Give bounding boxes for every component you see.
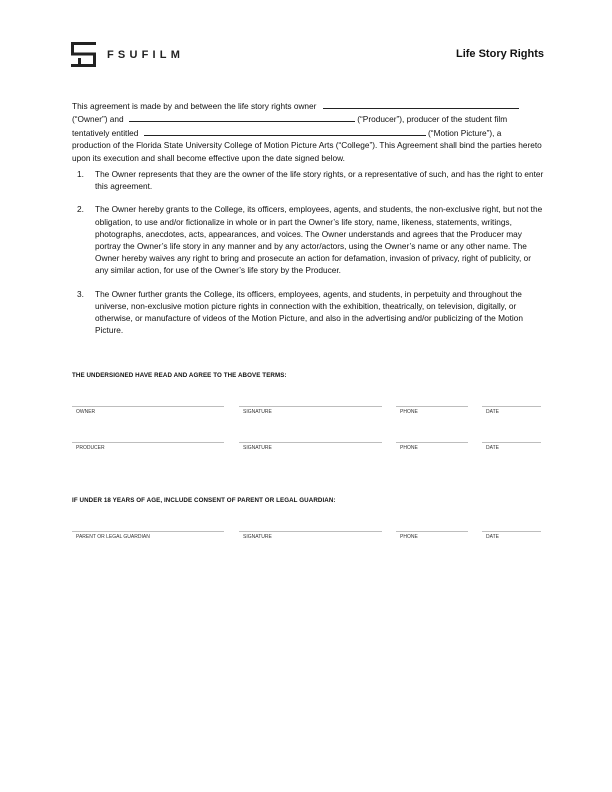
date-label: DATE	[486, 445, 499, 451]
fsu-film-logo	[71, 42, 184, 67]
signature-label: SIGNATURE	[243, 534, 272, 540]
signature-label: SIGNATURE	[243, 445, 272, 451]
phone-label: PHONE	[400, 409, 418, 415]
guardian-signature-line[interactable]	[239, 531, 382, 540]
owner-signature-line[interactable]	[239, 406, 382, 415]
clause-number: 2.	[77, 204, 84, 215]
date-label: DATE	[486, 409, 499, 415]
fsu-film-logo-icon	[71, 42, 96, 67]
phone-label: PHONE	[400, 534, 418, 540]
clause-text: The Owner hereby grants to the College, its officers, employees, agents, and students, the non-exclusive right, but not the obligation, to use and/or fictionalize in whole or in part the Owner’s life story, name, likeness, statements, writings, photographs, anecdotes, acts, appearances, and voices. The Owner understands and agrees that the Producer may portray the Owner’s life story in any manner and by any actor/actors, using the Owner’s name or any other name. The Owner hereby waives any right to bring and prosecute an action for defamation, invasion of privacy, right of publicity, or any similar action, for use of the Owner’s life story by the Producer.	[95, 204, 543, 276]
guardian-signature-row	[72, 531, 541, 551]
clause-text: The Owner represents that they are the owner of the life story rights, or a representative of such, and has the right to enter this agreement.	[95, 169, 544, 192]
document-title: Life Story Rights	[455, 48, 544, 60]
agreement-heading: THE UNDERSIGNED HAVE READ AND AGREE TO THE ABOVE TERMS:	[72, 372, 287, 379]
producer-name-line[interactable]	[72, 442, 224, 451]
date-label: DATE	[486, 534, 499, 540]
guardian-name-line[interactable]	[72, 531, 224, 540]
guardian-phone-line[interactable]	[396, 531, 468, 540]
guardian-date-line[interactable]	[482, 531, 541, 540]
signature-label: SIGNATURE	[243, 409, 272, 415]
intro-text-1: This agreement is made by and between the life story rights owner	[72, 101, 317, 111]
producer-phone-line[interactable]	[396, 442, 468, 451]
clause-3	[72, 288, 544, 337]
producer-label: PRODUCER	[76, 445, 105, 451]
film-title-blank[interactable]	[144, 126, 426, 136]
intro-paragraph	[72, 99, 544, 164]
intro-text-5: (“Motion Picture”), a	[428, 127, 502, 138]
intro-text-3: (“Producer”), producer of the student film	[357, 114, 508, 125]
producer-name-blank[interactable]	[129, 112, 355, 122]
intro-text-6: production of the Florida State University College of Motion Picture Arts (“College”). This Agreement shall bind the parties hereto upon its execution and shall become effective upon the date signed below.	[72, 140, 542, 163]
clause-list	[72, 168, 544, 336]
producer-signature-line[interactable]	[239, 442, 382, 451]
owner-phone-line[interactable]	[396, 406, 468, 415]
owner-date-line[interactable]	[482, 406, 541, 415]
owner-label: OWNER	[76, 409, 96, 415]
owner-name-blank[interactable]	[323, 99, 519, 109]
producer-signature-row	[72, 442, 541, 462]
guardian-heading: IF UNDER 18 YEARS OF AGE, INCLUDE CONSENT OF PARENT OR LEGAL GUARDIAN:	[72, 497, 336, 504]
clause-number: 1.	[77, 169, 84, 179]
guardian-label: PARENT OR LEGAL GUARDIAN	[76, 534, 150, 540]
intro-text-4: tentatively entitled	[72, 127, 139, 138]
phone-label: PHONE	[400, 445, 418, 451]
clause-2	[72, 203, 544, 276]
producer-date-line[interactable]	[482, 442, 541, 451]
clause-text: The Owner further grants the College, its officers, employees, agents, and students, in perpetuity and throughout the universe, non-exclusive motion picture rights in connection with the exhibition, theatrically, on television, digitally, or otherwise, or manufacture of videos of the Motion Picture, and also in the advertising and/or publicizing of the Motion Picture.	[95, 288, 523, 336]
clause-number: 3.	[77, 288, 84, 299]
logo-wordmark: FSUFILM	[107, 48, 185, 61]
clause-1	[72, 168, 544, 192]
owner-name-line[interactable]	[72, 406, 224, 415]
intro-text-2: (“Owner”) and	[72, 114, 124, 125]
owner-signature-row	[72, 406, 541, 426]
